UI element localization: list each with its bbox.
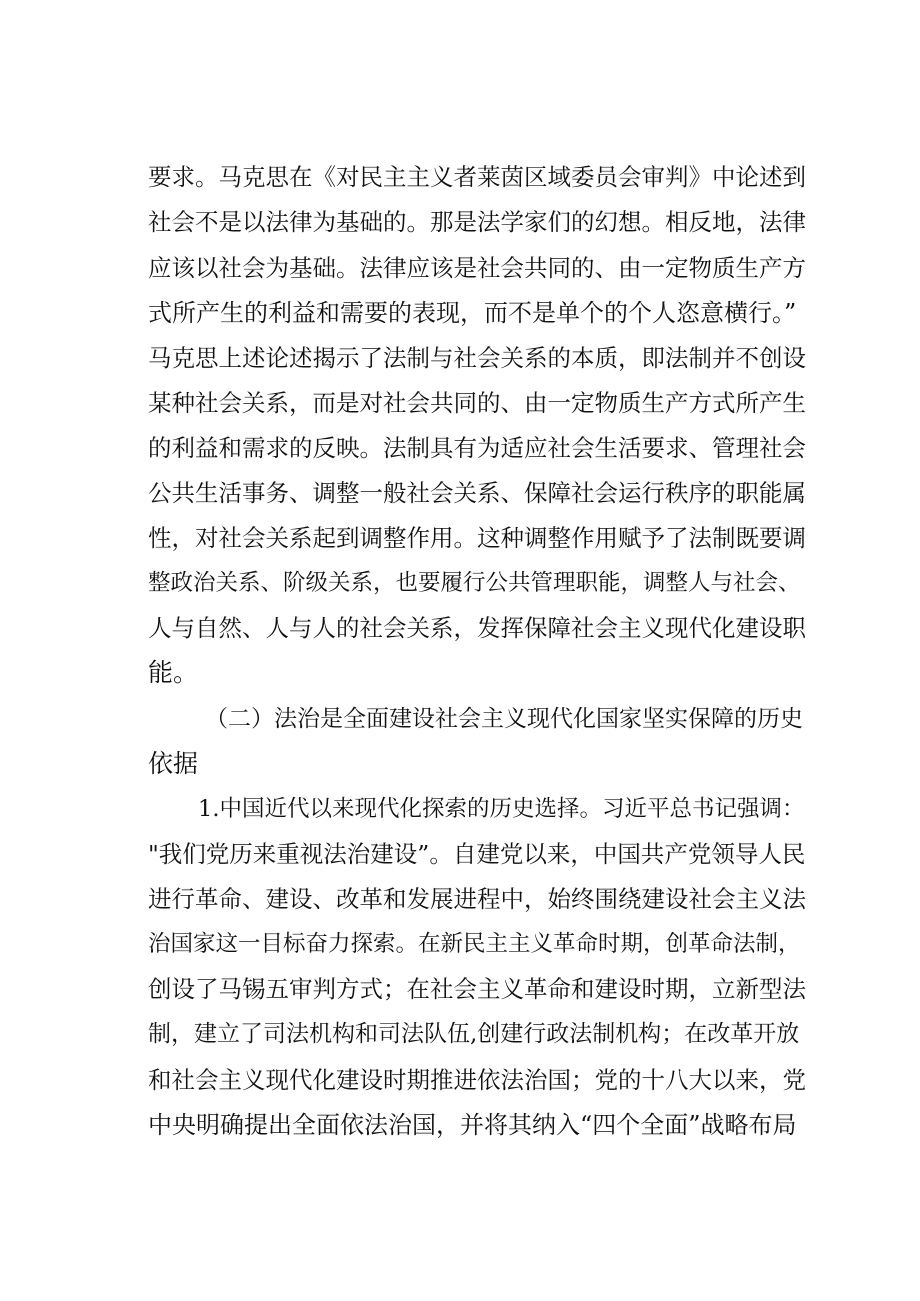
text-line: 进行革命、建设、改革和发展进程中，始终围绕建设社会主义法: [148, 885, 806, 913]
numbered-paragraph-start: 1.中国近代以来现代化探索的历史选择。习近平总书记强调：: [198, 796, 805, 822]
text-line: 中央明确提出全面依法治国，并将其纳入“四个全面”战略布局: [148, 1111, 797, 1139]
text-line: 整政治关系、阶级关系，也要履行公共管理职能，调整人与社会、: [148, 570, 801, 596]
text-line: 和社会主义现代化建设时期推进依法治国；党的十八大以来，党: [148, 1066, 806, 1094]
text-line: "我们党历来重视法治建设”。自建党以来，中国共产党领导人民: [148, 840, 806, 868]
text-line: 社会不是以法律为基础的。那是法学家们的幻想。相反地，法律: [148, 208, 806, 236]
text-line: 创设了马锡五审判方式；在社会主义革命和建设时期，立新型法: [148, 975, 806, 1003]
text-line: 能。: [148, 658, 199, 687]
section-heading: （二）法治是全面建设社会主义现代化国家坚实保障的历史: [205, 706, 803, 732]
text-line: 马克思上述论述揭示了法制与社会关系的本质，即法制并不创设: [148, 344, 806, 372]
section-heading-continued: 依据: [148, 749, 199, 778]
text-line: 应该以社会为基础。法律应该是社会共同的、由一定物质生产方: [148, 254, 806, 282]
text-line: 性，对社会关系起到调整作用。这种调整作用赋予了法制既要调: [148, 524, 806, 552]
text-line: 人与自然、人与人的社会关系，发挥保障社会主义现代化建设职: [148, 614, 806, 642]
text-line: 的利益和需求的反映。法制具有为适应社会生活要求、管理社会: [148, 434, 806, 462]
text-line: 式所产生的利益和需要的表现，而不是单个的个人恣意横行。”: [148, 299, 797, 327]
text-line: 公共生活事务、调整一般社会关系、保障社会运行秩序的职能属: [148, 479, 806, 507]
text-line: 治国家这一目标奋力探索。在新民主主义革命时期，创革命法制，: [148, 931, 801, 957]
text-line: 要求。马克思在《对民主主义者莱茵区域委员会审判》中论述到: [148, 163, 806, 191]
text-line: 某种社会关系，而是对社会共同的、由一定物质生产方式所产生: [148, 389, 806, 417]
text-line: 制，建立了司法机构和司法队伍,创建行政法制机构；在改革开放: [148, 1021, 800, 1047]
